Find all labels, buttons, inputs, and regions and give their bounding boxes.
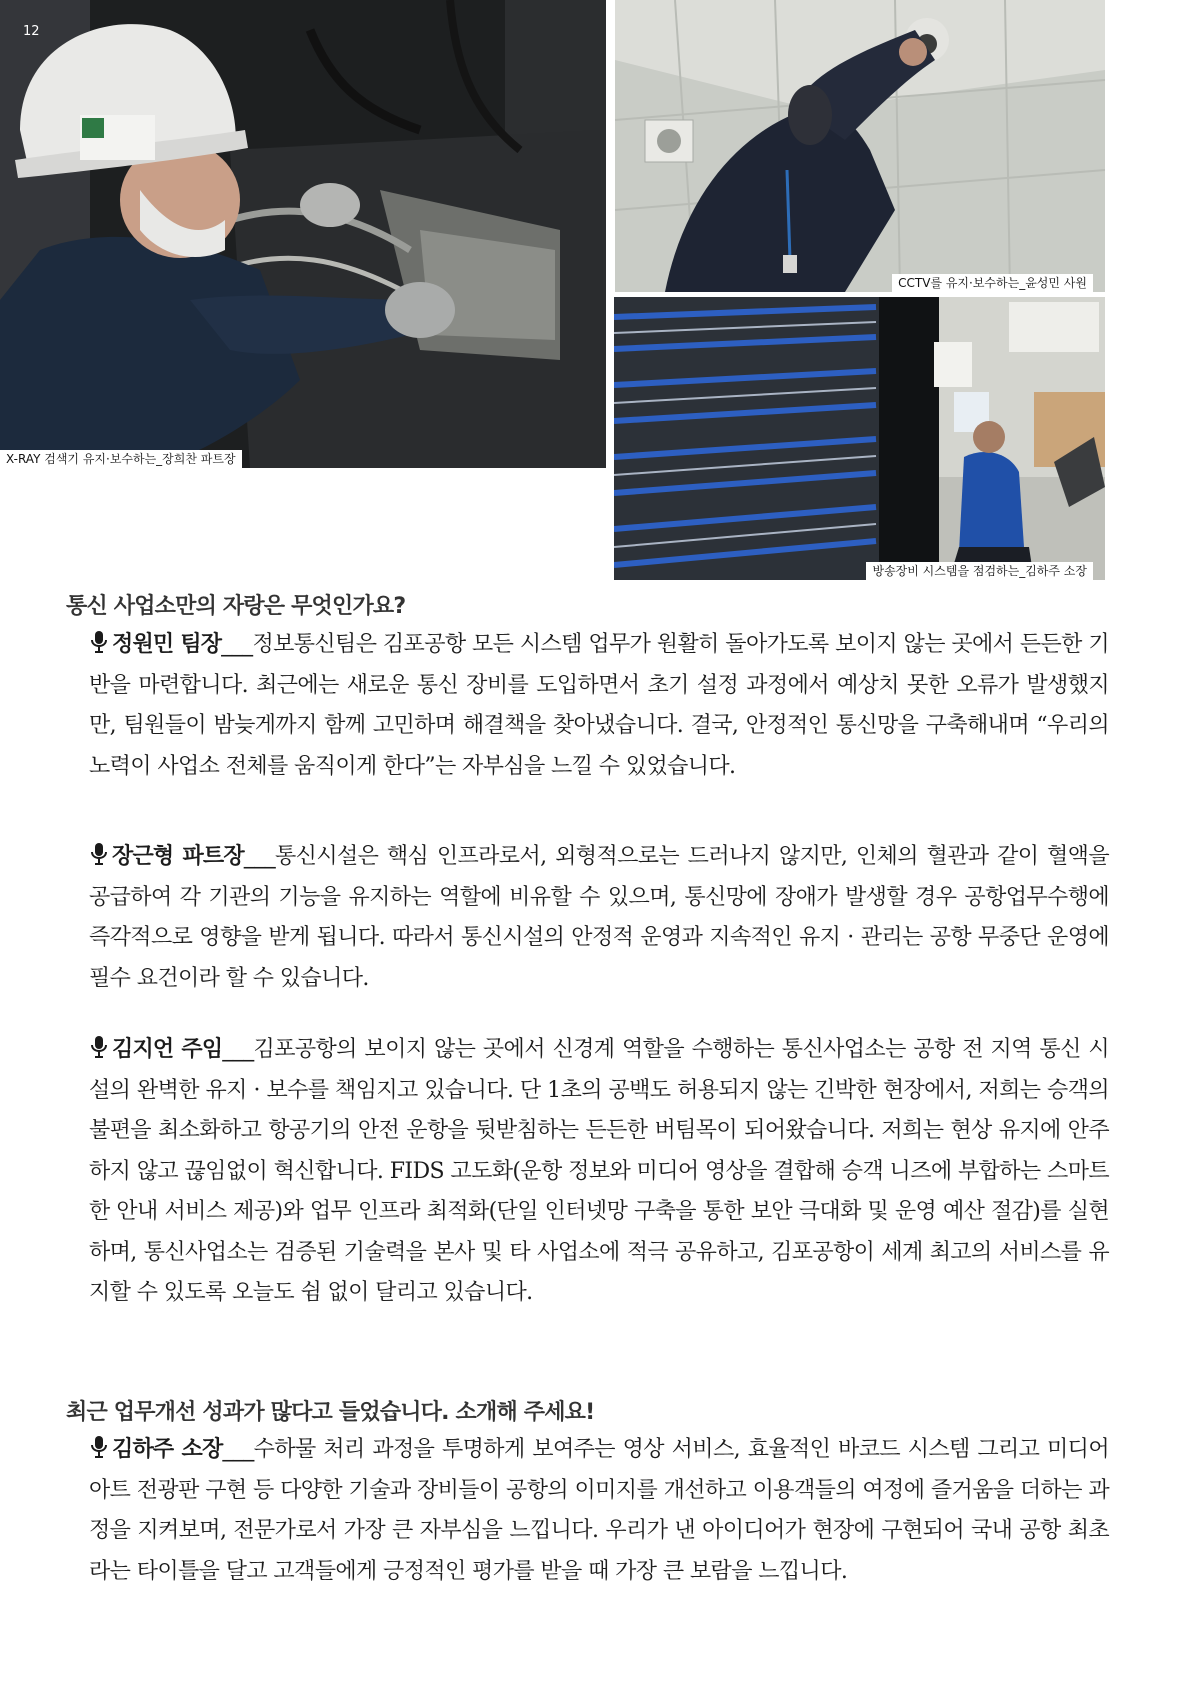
microphone-icon — [89, 629, 109, 655]
photo-caption-cctv: CCTV를 유지·보수하는_윤성민 사원 — [892, 274, 1093, 292]
microphone-icon — [89, 1034, 109, 1060]
answer-text: 정보통신팀은 김포공항 모든 시스템 업무가 원활히 돌아가도록 보이지 않는 곳에서 든든한 기반을 마련합니다. 최근에는 새로운 통신 장비를 도입하면서 초기 설정 과정에서 예상치 못한 오류가 발생했지만, 팀원들이 밤늦게까지 함께 고민하며 해결책을 찾아냈습니다. 결국, 안정적인 통신망을 구축해내며 “우리의 노력이 사업소 전체를 움직이게 한다”는 자부심을 느낄 수 있었습니다. — [89, 632, 1109, 779]
photo-xray-maintenance — [0, 0, 606, 468]
answer-paragraph — [89, 625, 1109, 787]
answer-paragraph — [89, 837, 1109, 999]
speaker-underline: ___ — [221, 632, 253, 657]
answer-text: 통신시설은 핵심 인프라로서, 외형적으로는 드러나지 않지만, 인체의 혈관과 같이 혈액을 공급하여 각 기관의 기능을 유지하는 역할에 비유할 수 있으며, 통신망에 장애가 발생할 경우 공항업무수행에 즉각적으로 영향을 받게 됩니다. 따라서 통신시설의 안정적 운영과 지속적인 유지 · 관리는 공항 무중단 운영에 필수 요건이라 할 수 있습니다. — [89, 844, 1109, 991]
microphone-icon — [89, 1434, 109, 1460]
speaker-name: 김하주 소장 — [112, 1437, 223, 1462]
page-number: 12 — [23, 24, 40, 39]
question-heading-2: 최근 업무개선 성과가 많다고 들었습니다. 소개해 주세요! — [66, 1400, 595, 1425]
question-heading-1: 통신 사업소만의 자랑은 무엇인가요? — [66, 594, 406, 619]
speaker-name: 정원민 팀장 — [112, 632, 222, 657]
answer-paragraph — [89, 1030, 1109, 1314]
photo-cctv-maintenance — [615, 0, 1105, 292]
photo-caption-broadcast: 방송장비 시스템을 점검하는_김하주 소장 — [866, 562, 1093, 580]
speaker-underline: ___ — [222, 1437, 254, 1462]
answer-text: 김포공항의 보이지 않는 곳에서 신경계 역할을 수행하는 통신사업소는 공항 전 지역 통신 시설의 완벽한 유지 · 보수를 책임지고 있습니다. 단 1초의 공백도 허용되지 않는 긴박한 현장에서, 저희는 승객의 불편을 최소화하고 항공기의 안전 운항을 뒷받침하는 든든한 버팀목이 되어왔습니다. 저희는 현상 유지에 안주하지 않고 끊임없이 혁신합니다. FIDS 고도화(운항 정보와 미디어 영상을 결합해 승객 니즈에 부합하는 스마트한 안내 서비스 제공)와 업무 인프라 최적화(단일 인터넷망 구축을 통한 보안 극대화 및 운영 예산 절감)를 실현하며, 통신사업소는 검증된 기술력을 본사 및 타 사업소에 적극 공유하고, 김포공항이 세계 최고의 서비스를 유지할 수 있도록 오늘도 쉼 없이 달리고 있습니다. — [89, 1037, 1109, 1305]
microphone-icon — [89, 841, 109, 867]
photo-broadcast-equipment — [614, 297, 1105, 580]
speaker-name: 김지언 주임 — [112, 1037, 223, 1062]
speaker-name: 장근형 파트장 — [112, 844, 244, 869]
answer-text: 수하물 처리 과정을 투명하게 보여주는 영상 서비스, 효율적인 바코드 시스템 그리고 미디어 아트 전광판 구현 등 다양한 기술과 장비들이 공항의 이미지를 개선하고 이용객들의 여정에 즐거움을 더하는 과정을 지켜보며, 전문가로서 가장 큰 자부심을 느낍니다. 우리가 낸 아이디어가 현장에 구현되어 국내 공항 최초라는 타이틀을 달고 고객들에게 긍정적인 평가를 받을 때 가장 큰 보람을 느낍니다. — [89, 1437, 1109, 1584]
speaker-underline: ___ — [243, 844, 276, 869]
photo-caption-xray: X-RAY 검색기 유지·보수하는_장희찬 파트장 — [0, 450, 242, 468]
speaker-underline: ___ — [222, 1037, 254, 1062]
answer-paragraph — [89, 1430, 1109, 1592]
